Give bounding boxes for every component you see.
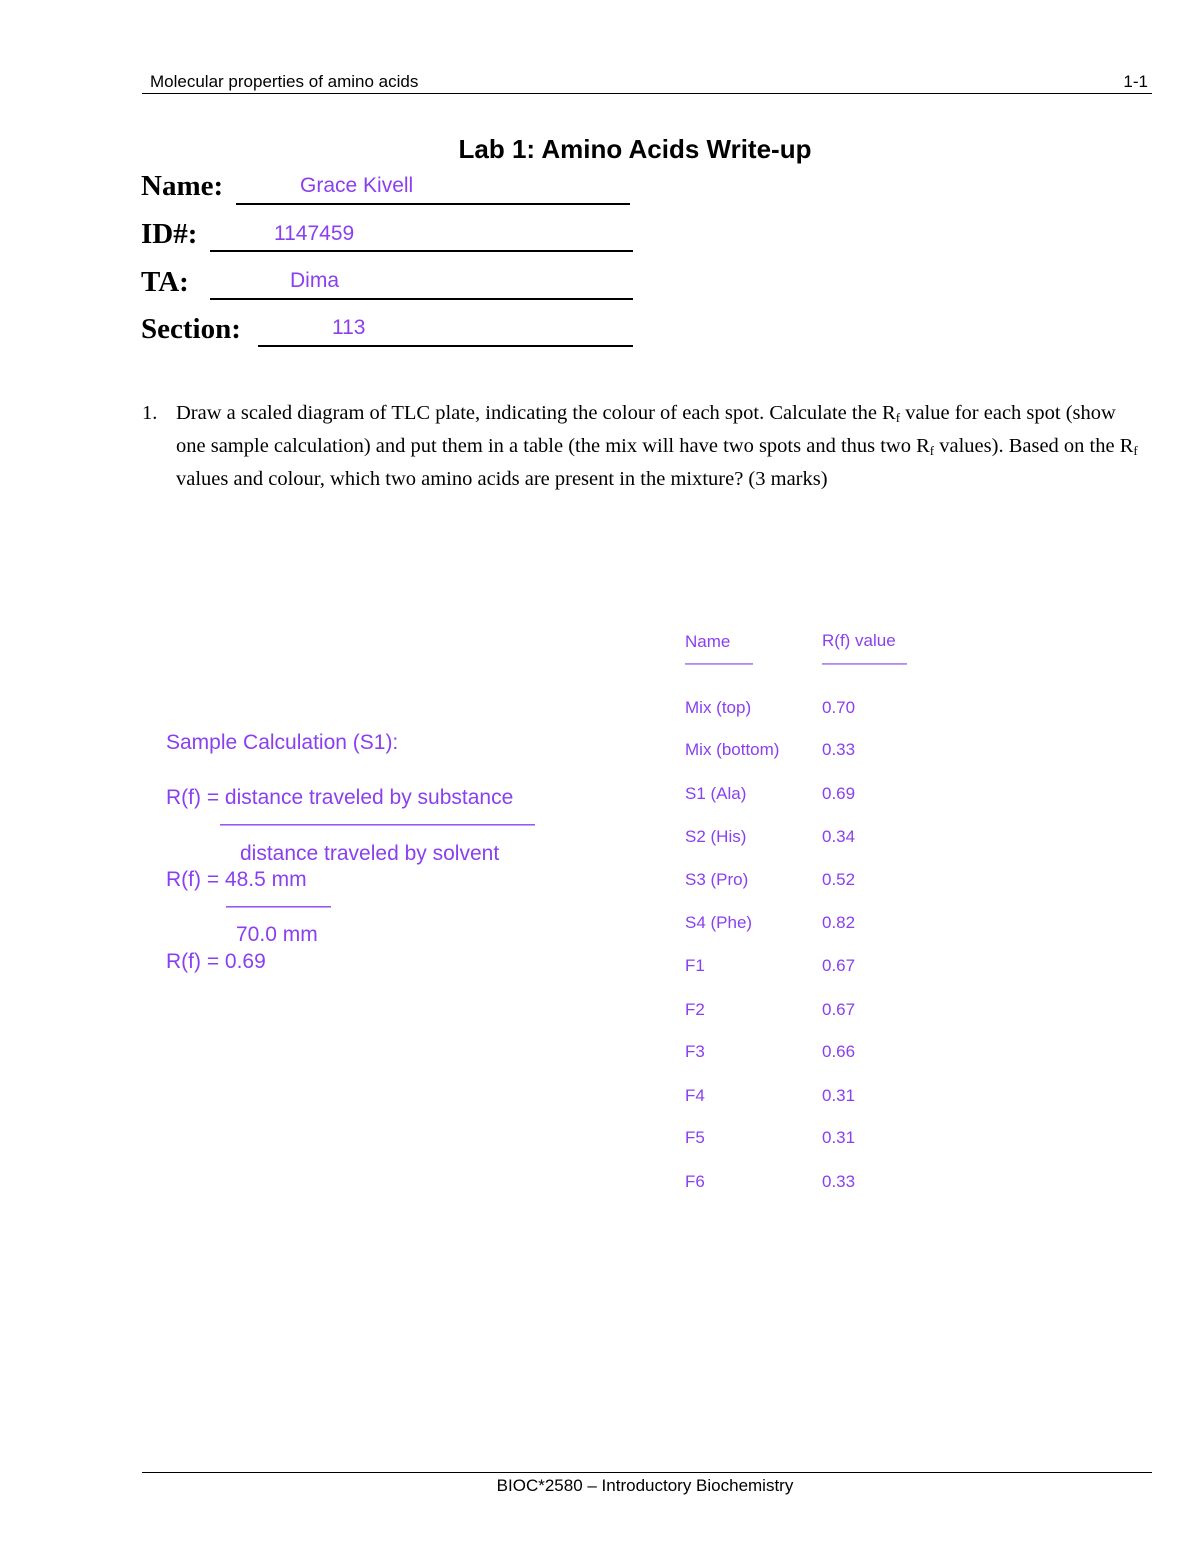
- calc-result: R(f) = 0.69: [166, 950, 266, 973]
- header-divider: [142, 93, 1152, 94]
- ta-value[interactable]: Dima: [290, 269, 340, 292]
- question-number: 1.: [142, 402, 158, 424]
- table-row-name: S4 (Phe): [685, 913, 753, 932]
- name-underline: [236, 203, 630, 205]
- table-row-name: F5: [685, 1128, 705, 1147]
- question-text: Draw a scaled diagram of TLC plate, indicating the colour of each spot. Calculate the $R_f$ value for each spot (show one sample calculation) and put them in a table (the mix will have two spots and thus two $R_f$ values). Based on the $R_f$ values and colour, which two amino acids are present in the mixture? (3 marks): [176, 402, 1138, 490]
- ta-underline: [210, 298, 633, 300]
- table-row-value: 0.34: [822, 827, 856, 846]
- table-header-name-underline: ————: [685, 653, 753, 672]
- table-row-value: 0.67: [822, 1000, 856, 1019]
- table-row-value: 0.31: [822, 1086, 856, 1105]
- footer-divider: [142, 1472, 1152, 1473]
- page-title: Lab 1: Amino Acids Write-up: [458, 134, 812, 164]
- calc-title: Sample Calculation (S1):: [166, 731, 399, 754]
- table-header-value: R(f) value: [822, 631, 896, 650]
- table-row-name: S1 (Ala): [685, 784, 747, 803]
- table-row-name: F3: [685, 1042, 705, 1061]
- table-row-value: 0.69: [822, 784, 856, 803]
- table-header-value-underline: —————: [822, 653, 907, 672]
- name-label: Name:: [141, 170, 224, 202]
- table-row-name: S2 (His): [685, 827, 747, 846]
- id-underline: [210, 250, 633, 252]
- table-row-value: 0.67: [822, 956, 856, 975]
- table-row-value: 0.52: [822, 870, 856, 889]
- calc-numeric: R(f) = 48.5 mm: [166, 868, 307, 891]
- name-value[interactable]: Grace Kivell: [300, 174, 414, 197]
- running-header-title: Molecular properties of amino acids: [150, 72, 419, 91]
- table-row-value: 0.82: [822, 913, 856, 932]
- ta-label: TA:: [141, 266, 189, 298]
- page-number: 1-1: [1123, 72, 1148, 91]
- table-row-name: Mix (top): [685, 698, 752, 717]
- table-row-value: 0.33: [822, 1172, 856, 1191]
- table-row-name: Mix (bottom): [685, 740, 780, 759]
- table-row-value: 0.70: [822, 698, 856, 717]
- table-row-value: 0.33: [822, 740, 856, 759]
- id-value[interactable]: 1147459: [274, 222, 355, 245]
- section-underline: [258, 345, 633, 347]
- table-header-name: Name: [685, 632, 731, 651]
- calc-formula-fraction-bar: ———————————————: [220, 812, 535, 835]
- section-value[interactable]: 113: [332, 316, 366, 339]
- table-row-value: 0.66: [822, 1042, 856, 1061]
- id-label: ID#:: [141, 218, 198, 250]
- calc-numeric-fraction-bar: —————: [226, 894, 331, 917]
- table-row-name: F6: [685, 1172, 705, 1191]
- section-label: Section:: [141, 313, 241, 345]
- calc-formula: R(f) = distance traveled by substance: [166, 786, 514, 809]
- calc-numeric-denominator: 70.0 mm: [236, 923, 318, 946]
- table-row-name: S3 (Pro): [685, 870, 749, 889]
- table-row-name: F4: [685, 1086, 705, 1105]
- table-row-value: 0.31: [822, 1128, 856, 1147]
- table-row-name: F2: [685, 1000, 705, 1019]
- calc-formula-denominator: distance traveled by solvent: [240, 842, 500, 865]
- table-row-name: F1: [685, 956, 705, 975]
- course-footer: BIOC*2580 – Introductory Biochemistry: [496, 1476, 794, 1495]
